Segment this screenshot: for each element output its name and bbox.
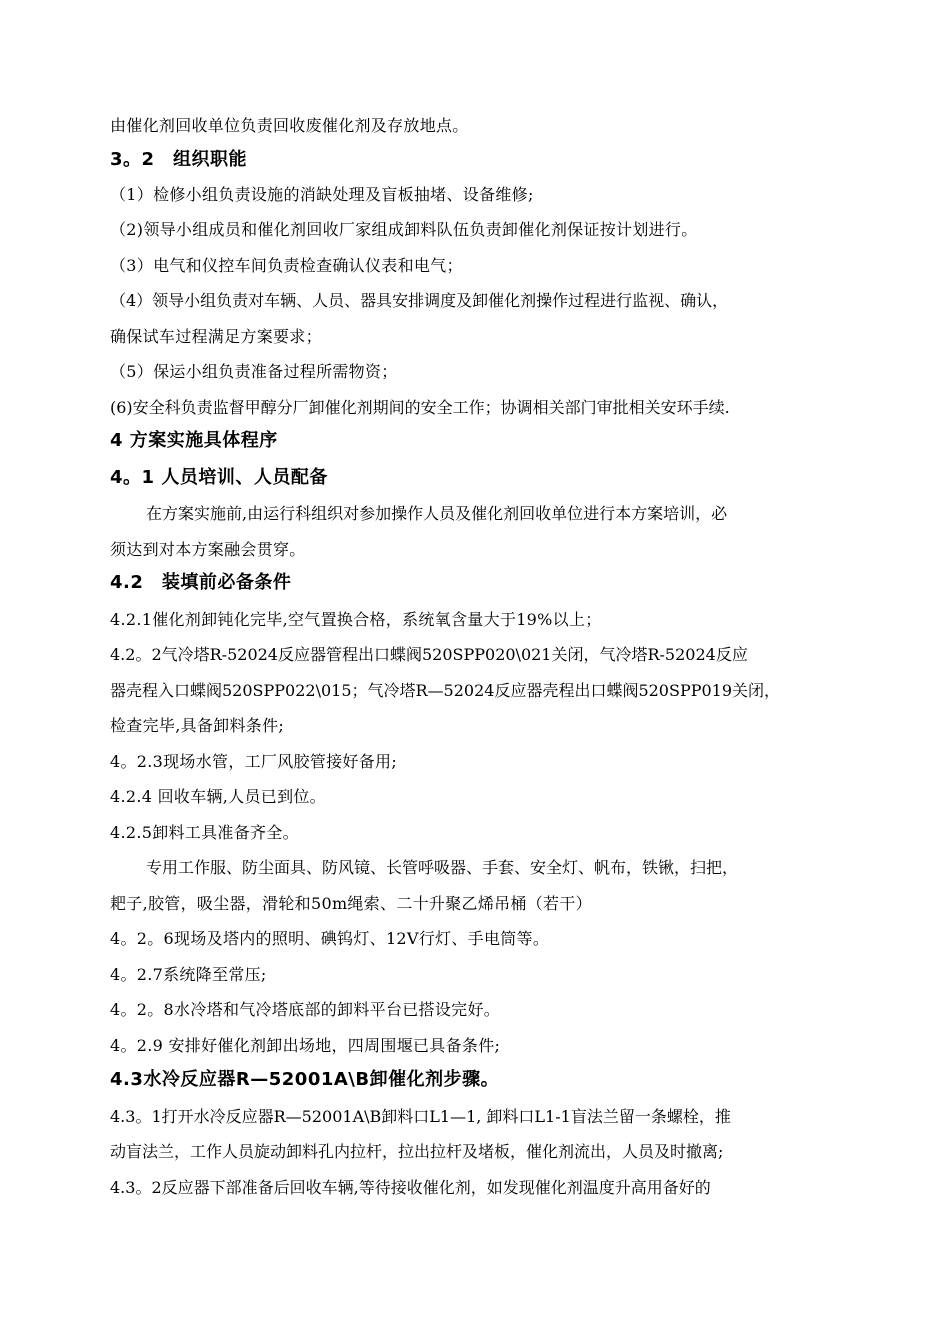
paragraph-line: 须达到对本方案融会贯穿。	[110, 540, 306, 559]
paragraph-line: 耙子,胶管，吸尘器，滑轮和50m绳索、二十升聚乙烯吊桶（若干）	[110, 894, 592, 913]
condition-item-continuation: 检查完毕,具备卸料条件;	[110, 716, 285, 735]
condition-item: 4.2.5卸料工具准备齐全。	[110, 823, 299, 842]
list-item: （5）保运小组负责准备过程所需物资；	[110, 362, 398, 381]
condition-item: 4。2.3现场水管，工厂风胶管接好备用;	[110, 752, 398, 771]
section-heading-4-3: 4.3水冷反应器R—52001A\B卸催化剂步骤。	[110, 1069, 500, 1090]
condition-item: 4.2。2气冷塔R-52024反应器管程出口蝶阀520SPP020\021关闭，气冷塔R-52024反应	[110, 645, 748, 664]
condition-item: 4。2。8水冷塔和气冷塔底部的卸料平台已搭设完好。	[110, 1000, 501, 1019]
list-item-continuation: 确保试车过程满足方案要求；	[110, 327, 322, 346]
list-item: （1）检修小组负责设施的消缺处理及盲板抽堵、设备维修;	[110, 185, 534, 204]
section-heading-4-1: 4。1 人员培训、人员配备	[110, 467, 328, 488]
list-item: （3）电气和仪控车间负责检查确认仪表和电气；	[110, 256, 463, 275]
section-heading-4: 4 方案实施具体程序	[110, 430, 278, 451]
list-item: (6)安全科负责监督甲醇分厂卸催化剂期间的安全工作；协调相关部门审批相关安环手续.	[110, 398, 730, 417]
section-heading-4-2: 4.2 装填前必备条件	[110, 572, 292, 593]
step-item: 4.3。1打开水冷反应器R—52001A\B卸料口L1—1, 卸料口L1-1盲法兰留一条螺栓，推	[110, 1107, 731, 1126]
paragraph-line: 由催化剂回收单位负责回收废催化剂及存放地点。	[110, 116, 469, 135]
paragraph-line: 在方案实施前,由运行科组织对参加操作人员及催化剂回收单位进行本方案培训，必	[146, 504, 728, 523]
list-item: （2)领导小组成员和催化剂回收厂家组成卸料队伍负责卸催化剂保证按计划进行。	[110, 220, 698, 239]
list-item: （4）领导小组负责对车辆、人员、器具安排调度及卸催化剂操作过程进行监视、确认，	[110, 291, 729, 310]
condition-item: 4。2.9 安排好催化剂卸出场地，四周围堰已具备条件;	[110, 1036, 501, 1055]
condition-item-continuation: 器壳程入口蝶阀520SPP022\015；气冷塔R—52024反应器壳程出口蝶阀520SPP019关闭，	[110, 681, 781, 700]
paragraph-line: 专用工作服、防尘面具、防风镜、长管呼吸器、手套、安全灯、帆布，铁锹，扫把，	[146, 858, 739, 877]
condition-item: 4.2.4 回收车辆,人员已到位。	[110, 787, 326, 806]
condition-item: 4。2.7系统降至常压;	[110, 965, 267, 984]
section-heading-3-2: 3。2 组织职能	[110, 149, 248, 170]
condition-item: 4。2。6现场及塔内的照明、碘钨灯、12V行灯、手电筒等。	[110, 929, 550, 948]
step-item: 4.3。2反应器下部准备后回收车辆,等待接收催化剂，如发现催化剂温度升高用备好的	[110, 1178, 711, 1197]
step-item-continuation: 动盲法兰，工作人员旋动卸料孔内拉杆，拉出拉杆及堵板，催化剂流出，人员及时撤离;	[110, 1142, 724, 1161]
condition-item: 4.2.1催化剂卸钝化完毕,空气置换合格，系统氧含量大于19%以上；	[110, 610, 602, 629]
